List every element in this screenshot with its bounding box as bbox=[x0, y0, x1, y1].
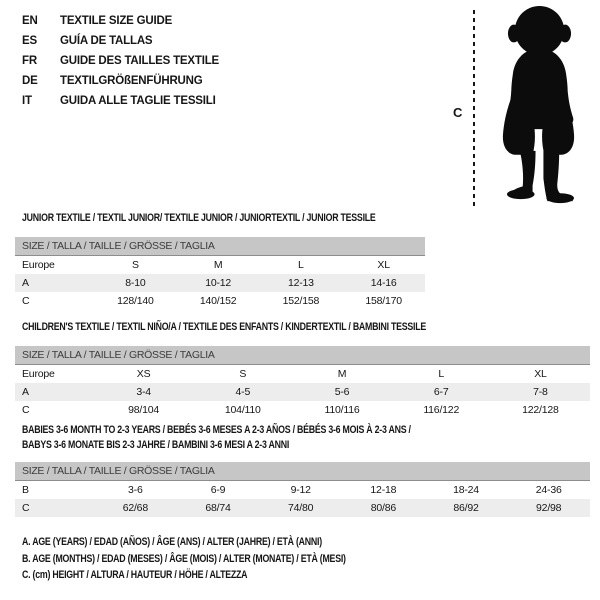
row-label: Europe bbox=[22, 259, 55, 271]
table-rows bbox=[15, 481, 590, 517]
language-row bbox=[22, 91, 219, 111]
size-table-junior bbox=[15, 237, 425, 310]
section-title-line: BABYS 3-6 MONATE BIS 2-3 JAHRE / BAMBINI 3-6 MESI A 2-3 ANNI bbox=[22, 439, 290, 451]
table-size-header: SIZE / TALLA / TAILLE / GRÖSSE / TAGLIA bbox=[15, 462, 590, 481]
table-cell: 92/98 bbox=[536, 502, 562, 514]
table-cell: 68/74 bbox=[205, 502, 231, 514]
table-cell: 3-4 bbox=[136, 386, 151, 398]
section-children-textile bbox=[15, 320, 590, 416]
table-row bbox=[15, 274, 425, 292]
table-cell: 116/122 bbox=[423, 404, 460, 416]
table-cell: 5-6 bbox=[334, 386, 350, 398]
table-cell: 80/86 bbox=[370, 502, 396, 514]
table-cell: 62/68 bbox=[122, 502, 148, 514]
section-title-line: BABIES 3-6 MONTH TO 2-3 YEARS / BEBÉS 3-6 MESES A 2-3 AÑOS / BÉBÉS 3-6 MOIS À 2-3 ANS / bbox=[22, 424, 411, 436]
table-cell: 6-7 bbox=[433, 386, 449, 398]
height-measure-dashed-line bbox=[473, 10, 475, 206]
row-label: C bbox=[22, 404, 30, 416]
row-label: C bbox=[22, 502, 30, 514]
table-cell: XL bbox=[534, 368, 547, 380]
table-cell: 74/80 bbox=[288, 502, 314, 514]
size-table-children bbox=[15, 346, 590, 419]
table-row bbox=[15, 401, 590, 419]
language-code: IT bbox=[22, 95, 32, 107]
table-cell: XL bbox=[377, 259, 390, 271]
table-row bbox=[15, 365, 590, 383]
row-label: A bbox=[22, 277, 29, 289]
table-cell: S bbox=[131, 259, 139, 271]
language-list bbox=[22, 11, 219, 111]
table-size-header: SIZE / TALLA / TAILLE / GRÖSSE / TAGLIA bbox=[15, 346, 590, 365]
table-cell: 14-16 bbox=[370, 277, 397, 289]
language-row bbox=[22, 11, 219, 31]
section-babies-textile bbox=[15, 423, 590, 514]
row-label: Europe bbox=[22, 368, 55, 380]
language-title: TEXTILE SIZE GUIDE bbox=[60, 15, 173, 27]
table-cell: 140/152 bbox=[199, 295, 237, 307]
language-code: DE bbox=[22, 75, 38, 87]
table-cell: 8-10 bbox=[125, 277, 146, 289]
height-measure-label: C bbox=[453, 105, 463, 120]
table-cell: 9-12 bbox=[290, 484, 311, 496]
language-code: ES bbox=[22, 35, 37, 47]
size-table-babies bbox=[15, 462, 590, 517]
table-cell: M bbox=[337, 368, 347, 380]
language-title: GUIDE DES TAILLES TEXTILE bbox=[60, 55, 219, 67]
table-cell: 122/128 bbox=[522, 404, 559, 416]
section-title bbox=[22, 423, 482, 453]
table-cell: 98/104 bbox=[128, 404, 160, 416]
table-row bbox=[15, 256, 425, 274]
table-cell: L bbox=[438, 368, 445, 380]
table-cell: 110/116 bbox=[324, 404, 360, 416]
table-cell: 158/170 bbox=[365, 295, 402, 307]
table-cell: L bbox=[298, 259, 304, 271]
table-cell: 12-13 bbox=[287, 277, 314, 289]
footnote: C. (cm) HEIGHT / ALTURA / HAUTEUR / HÖHE / ALTEZZA bbox=[22, 569, 248, 581]
table-cell: XS bbox=[136, 368, 151, 380]
section-title bbox=[22, 211, 482, 226]
table-cell: 152/158 bbox=[282, 295, 320, 307]
table-cell: 10-12 bbox=[205, 277, 232, 289]
section-title-line: JUNIOR TEXTILE / TEXTIL JUNIOR/ TEXTILE JUNIOR / JUNIORTEXTIL / JUNIOR TESSILE bbox=[22, 212, 376, 224]
table-cell: 7-8 bbox=[533, 386, 548, 398]
table-size-header: SIZE / TALLA / TAILLE / GRÖSSE / TAGLIA bbox=[15, 237, 425, 256]
footnote: B. AGE (MONTHS) / EDAD (MESES) / ÂGE (MOIS) / ALTER (MONATE) / ETÀ (MESI) bbox=[22, 552, 346, 565]
table-cell: S bbox=[239, 368, 247, 380]
table-rows bbox=[15, 365, 590, 419]
table-cell: 12-18 bbox=[370, 484, 397, 496]
table-cell: 3-6 bbox=[128, 484, 143, 496]
table-row bbox=[15, 383, 590, 401]
section-title-line: CHILDREN'S TEXTILE / TEXTIL NIÑO/A / TEXTILE DES ENFANTS / KINDERTEXTIL / BAMBINI TESSILE bbox=[22, 321, 426, 333]
section-junior-textile bbox=[15, 211, 590, 307]
table-cell: 18-24 bbox=[453, 484, 479, 496]
table-cell: M bbox=[213, 259, 223, 271]
table-row bbox=[15, 499, 590, 517]
language-code: EN bbox=[22, 15, 38, 27]
language-title: GUIDA ALLE TAGLIE TESSILI bbox=[60, 95, 216, 107]
table-cell: 128/140 bbox=[117, 295, 154, 307]
table-cell: 6-9 bbox=[210, 484, 226, 496]
row-label: A bbox=[22, 386, 29, 398]
table-rows bbox=[15, 256, 425, 310]
table-row bbox=[15, 481, 590, 499]
toddler-silhouette-icon bbox=[479, 3, 598, 210]
language-title: GUÍA DE TALLAS bbox=[60, 35, 153, 47]
language-row bbox=[22, 71, 219, 91]
table-cell: 4-5 bbox=[235, 386, 251, 398]
language-title: TEXTILGRÖßENFÜHRUNG bbox=[60, 75, 203, 87]
table-row bbox=[15, 292, 425, 310]
table-cell: 86/92 bbox=[453, 502, 479, 514]
language-row bbox=[22, 51, 219, 71]
row-label: B bbox=[22, 484, 29, 496]
language-code: FR bbox=[22, 55, 37, 67]
section-title bbox=[22, 320, 482, 335]
row-label: C bbox=[22, 295, 30, 307]
table-cell: 24-36 bbox=[535, 484, 562, 496]
footnote: A. AGE (YEARS) / EDAD (AÑOS) / ÂGE (ANS) / ALTER (JAHRE) / ETÀ (ANNI) bbox=[22, 536, 322, 548]
table-cell: 104/110 bbox=[224, 404, 261, 416]
footnote-list bbox=[22, 534, 427, 584]
language-row bbox=[22, 31, 219, 51]
